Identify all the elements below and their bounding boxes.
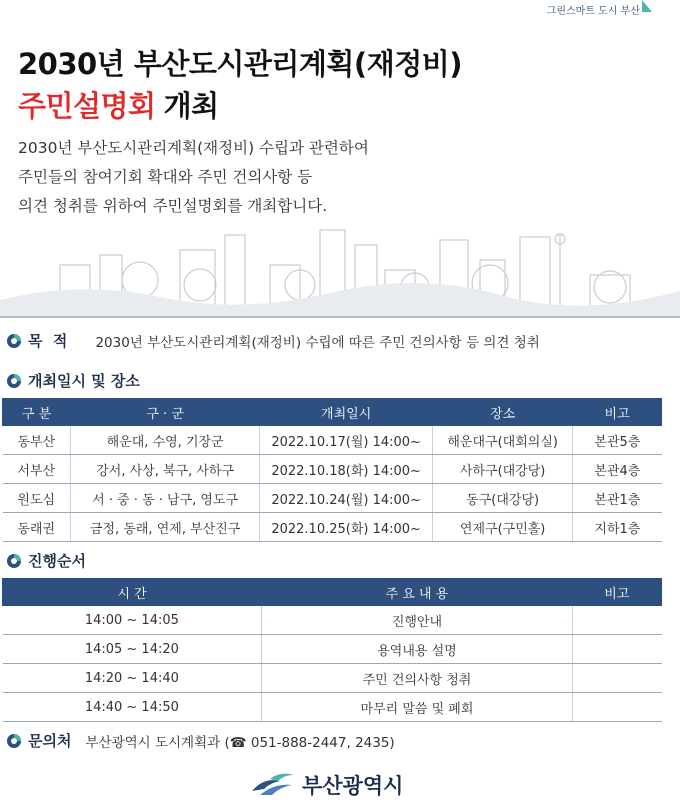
table-cell: 연제구(구민홀)	[433, 513, 573, 542]
title-highlight: 주민설명회	[18, 89, 156, 123]
order-title: 진행순서	[28, 552, 86, 570]
table-cell: 본관4층	[573, 455, 662, 484]
tagline-flag-icon	[642, 0, 652, 12]
title-suffix: 개최	[163, 89, 219, 123]
table-row	[3, 426, 662, 455]
table-cell: 14:40 ~ 14:50	[3, 693, 262, 722]
contact-label: 문의처	[28, 732, 72, 750]
section-bullet-icon	[6, 333, 22, 349]
city-skyline-illustration	[0, 225, 680, 320]
contact-text: 부산광역시 도시계획과 (☎ 051-888-2447, 2435)	[85, 734, 395, 751]
col-header: 구 · 군	[71, 399, 260, 426]
table-cell: 강서, 사상, 북구, 사하구	[71, 455, 260, 484]
purpose-text: 2030년 부산도시관리계획(재정비) 수립에 따른 주민 건의사항 등 의견 청취	[95, 334, 540, 351]
table-cell	[572, 606, 661, 635]
table-cell: 2022.10.24(월) 14:00~	[260, 484, 433, 513]
intro-paragraph	[18, 134, 369, 221]
table-cell: 금정, 동래, 연제, 부산진구	[71, 513, 260, 542]
tagline: 그린스마트 도시 부산	[546, 6, 640, 17]
table-cell: 본관1층	[573, 484, 662, 513]
table-cell: 2022.10.25(화) 14:00~	[260, 513, 433, 542]
col-header: 장소	[433, 399, 573, 426]
title-line2	[18, 84, 219, 125]
schedule-table	[2, 398, 662, 542]
table-cell: 해운대, 수영, 기장군	[71, 426, 260, 455]
table-row	[3, 455, 662, 484]
table-cell: 14:20 ~ 14:40	[3, 664, 262, 693]
section-bullet-icon	[6, 373, 22, 389]
contact-section	[6, 730, 395, 751]
table-cell: 2022.10.18(화) 14:00~	[260, 455, 433, 484]
org-name: 부산광역시	[302, 774, 404, 798]
table-cell: 2022.10.17(월) 14:00~	[260, 426, 433, 455]
table-header-row	[3, 399, 662, 426]
table-cell: 서부산	[3, 455, 71, 484]
table-cell	[572, 664, 661, 693]
col-header: 비고	[573, 399, 662, 426]
busan-emblem-icon	[250, 771, 296, 799]
table-cell: 서 · 중 · 동 · 남구, 영도구	[71, 484, 260, 513]
table-cell: 14:05 ~ 14:20	[3, 635, 262, 664]
table-cell: 동구(대강당)	[433, 484, 573, 513]
order-table	[2, 578, 662, 722]
purpose-label: 목 적	[28, 332, 68, 350]
table-cell: 동부산	[3, 426, 71, 455]
table-header-row	[3, 579, 662, 606]
schedule-section-header	[6, 370, 140, 391]
intro-line: 2030년 부산도시관리계획(재정비) 수립과 관련하여	[18, 139, 369, 157]
col-header: 구 분	[3, 399, 71, 426]
table-cell: 해운대구(대회의실)	[433, 426, 573, 455]
section-bullet-icon	[6, 733, 22, 749]
table-cell: 원도심	[3, 484, 71, 513]
table-row	[3, 664, 662, 693]
table-row	[3, 635, 662, 664]
col-header: 주 요 내 용	[262, 579, 572, 606]
intro-line: 주민들의 참여기회 확대와 주민 건의사항 등	[18, 168, 313, 186]
busan-logo	[250, 770, 403, 800]
col-header: 개최일시	[260, 399, 433, 426]
table-cell: 마무리 말씀 및 폐회	[262, 693, 572, 722]
intro-line: 의견 청취를 위하여 주민설명회를 개최합니다.	[18, 197, 328, 215]
table-row	[3, 513, 662, 542]
table-cell	[572, 693, 661, 722]
purpose-section	[6, 330, 540, 351]
title-line1: 2030년 부산도시관리계획(재정비)	[18, 47, 462, 81]
table-cell: 주민 건의사항 청취	[262, 664, 572, 693]
table-row	[3, 693, 662, 722]
table-cell: 진행안내	[262, 606, 572, 635]
col-header: 비고	[572, 579, 661, 606]
table-cell	[572, 635, 661, 664]
table-cell: 용역내용 설명	[262, 635, 572, 664]
table-cell: 14:00 ~ 14:05	[3, 606, 262, 635]
order-section-header	[6, 550, 86, 571]
schedule-title: 개최일시 및 장소	[28, 372, 140, 390]
table-cell: 사하구(대강당)	[433, 455, 573, 484]
table-cell: 본관5층	[573, 426, 662, 455]
col-header: 시 간	[3, 579, 262, 606]
table-row	[3, 484, 662, 513]
table-cell: 지하1층	[573, 513, 662, 542]
table-row	[3, 606, 662, 635]
table-cell: 동래권	[3, 513, 71, 542]
section-bullet-icon	[6, 553, 22, 569]
